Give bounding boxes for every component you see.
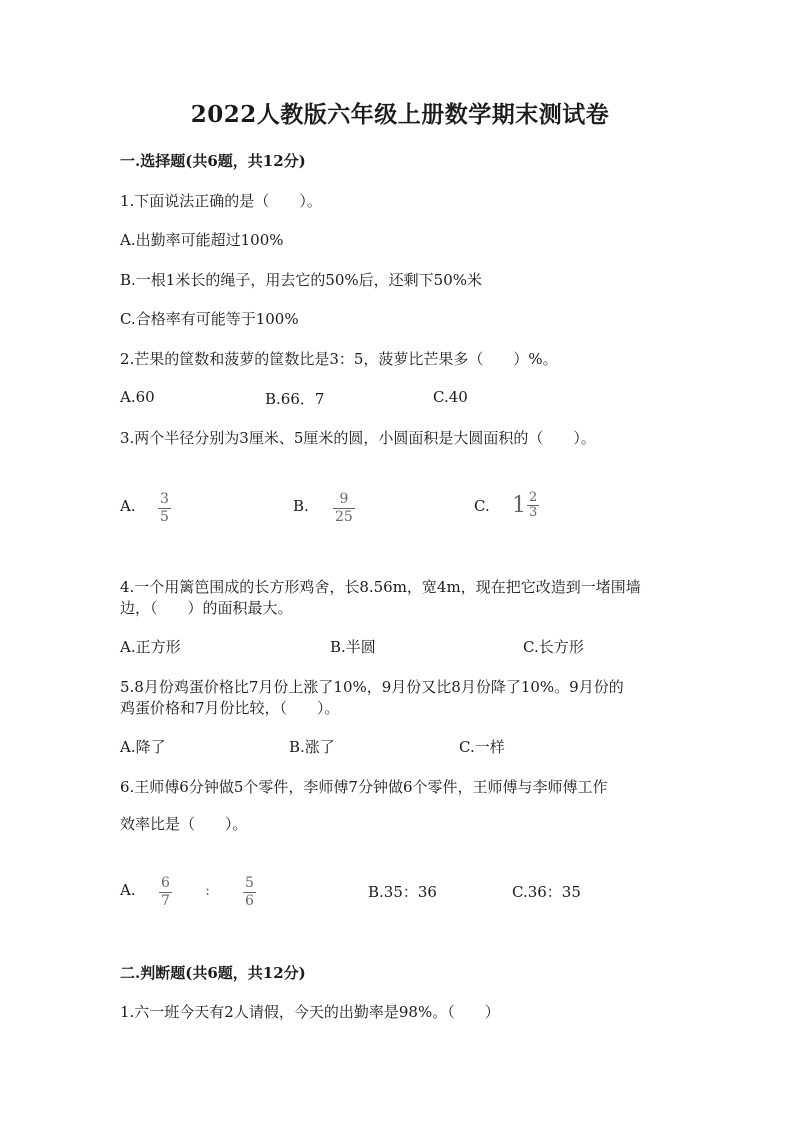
question-1-option-c: C.合格率有可能等于100% xyxy=(120,310,299,328)
question-4-stem-line-1: 4.一个用篱笆围成的长方形鸡舍，长8.56m，宽4m，现在把它改造到一堵围墙 xyxy=(120,578,641,596)
section-2-question-1-stem: 1.六一班今天有2人请假，今天的出勤率是98%。（ ） xyxy=(120,1003,500,1021)
fraction-numerator: 3 xyxy=(160,491,169,507)
question-3-option-a-fraction xyxy=(158,488,171,526)
question-6-stem-line-2: 效率比是（ ）。 xyxy=(120,815,248,833)
question-5-stem-line-2: 鸡蛋价格和7月份比较，（ ）。 xyxy=(120,699,340,717)
section-heading-multiple-choice: 一.选择题(共6题，共12分) xyxy=(120,152,306,170)
question-5-option-c: C.一样 xyxy=(459,738,505,756)
fraction-denominator: 25 xyxy=(335,509,353,525)
question-6-option-a-fraction-1 xyxy=(159,872,172,910)
question-4-option-a: A.正方形 xyxy=(120,638,181,656)
question-3-option-b-label: B. xyxy=(293,497,309,515)
fraction-numerator: 6 xyxy=(161,875,170,891)
question-2-stem: 2.芒果的筐数和菠萝的筐数比是3：5，菠萝比芒果多（ ）%。 xyxy=(120,350,558,368)
question-4-option-c: C.长方形 xyxy=(523,638,584,656)
question-3-option-b-fraction xyxy=(333,488,355,526)
question-3-option-c-mixed-number xyxy=(512,491,539,520)
question-6-option-a-fraction-2 xyxy=(243,872,256,910)
question-3-option-a-label: A. xyxy=(120,497,136,515)
question-2-option-c: C.40 xyxy=(433,388,468,406)
question-2-option-a: A.60 xyxy=(120,388,155,406)
fraction-numerator: 5 xyxy=(245,875,254,891)
question-4-option-b: B.半圆 xyxy=(330,638,376,656)
question-6-option-a-colon: : xyxy=(205,881,211,899)
question-6-option-a-label: A. xyxy=(120,881,136,899)
fraction-denominator: 6 xyxy=(245,893,254,909)
question-6-option-c: C.36：35 xyxy=(512,883,581,901)
question-4-stem-line-2: 边，（ ）的面积最大。 xyxy=(120,599,293,617)
section-heading-true-false: 二.判断题(共6题，共12分) xyxy=(120,964,306,982)
question-1-option-b: B.一根1米长的绳子，用去它的50%后，还剩下50%米 xyxy=(120,271,483,289)
question-1-option-a: A.出勤率可能超过100% xyxy=(120,231,284,249)
question-6-stem-line-1: 6.王师傅6分钟做5个零件，李师傅7分钟做6个零件，王师傅与李师傅工作 xyxy=(120,778,608,796)
question-6-option-b: B.35：36 xyxy=(368,883,437,901)
fraction-numerator: 9 xyxy=(339,491,349,507)
question-1-stem: 1.下面说法正确的是（ ）。 xyxy=(120,192,322,210)
page-title: 2022人教版六年级上册数学期末测试卷 xyxy=(190,101,610,128)
question-3-option-c-label: C. xyxy=(474,497,490,515)
question-5-stem-line-1: 5.8月份鸡蛋价格比7月份上涨了10%，9月份又比8月份降了10%。9月份的 xyxy=(120,678,624,696)
question-5-option-a: A.降了 xyxy=(120,738,166,756)
mixed-number-whole: 1 xyxy=(512,493,526,518)
fraction-numerator: 2 xyxy=(529,490,538,505)
question-2-option-b: B.66．7 xyxy=(265,390,325,408)
question-3-stem: 3.两个半径分别为3厘米、5厘米的圆，小圆面积是大圆面积的（ ）。 xyxy=(120,429,596,447)
fraction-denominator: 5 xyxy=(160,509,169,525)
question-5-option-b: B.涨了 xyxy=(289,738,335,756)
fraction-denominator: 7 xyxy=(161,893,170,909)
fraction-denominator: 3 xyxy=(529,505,538,520)
